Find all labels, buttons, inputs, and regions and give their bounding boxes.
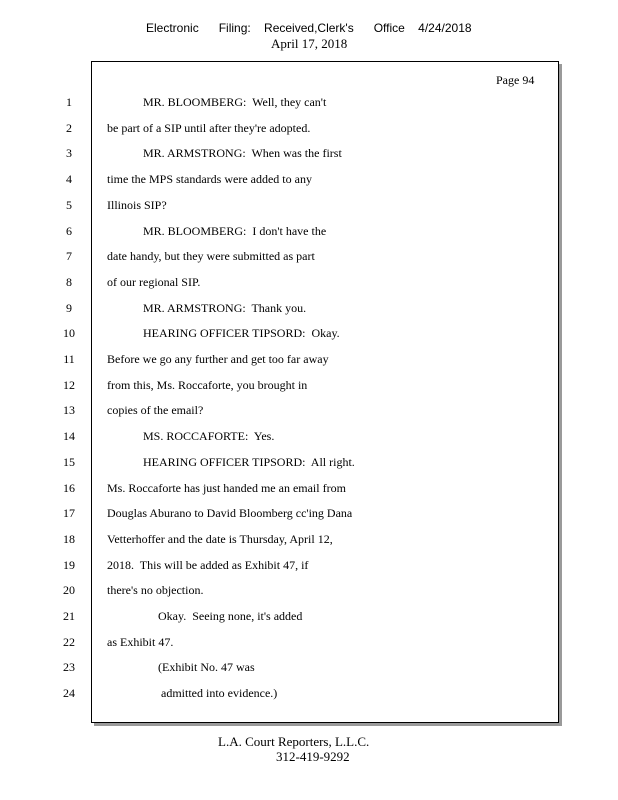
reporter-phone: 312-419-9292 bbox=[276, 749, 350, 764]
transcript-line-text: time the MPS standards were added to any bbox=[107, 172, 312, 187]
transcript-line-text: as Exhibit 47. bbox=[107, 634, 174, 649]
line-number: 15 bbox=[63, 454, 75, 469]
transcript-line-text: (Exhibit No. 47 was bbox=[158, 660, 255, 675]
line-number: 3 bbox=[66, 146, 72, 161]
transcript-line-text: Before we go any further and get too far away bbox=[107, 352, 329, 366]
transcript-line-text: Ms. Roccaforte has just handed me an email from bbox=[107, 480, 346, 495]
transcript-line-text: from this, Ms. Roccaforte, you brought in bbox=[107, 377, 308, 392]
transcript-line-text: be part of a SIP until after they're adopted. bbox=[107, 120, 311, 135]
transcript-line-text: HEARING OFFICER TIPSORD: Okay. bbox=[143, 326, 340, 341]
line-number: 13 bbox=[63, 403, 75, 418]
transcript-line-text: MR. BLOOMBERG: I don't have the bbox=[143, 223, 327, 238]
transcript-line-text: 2018. This will be added as Exhibit 47, if bbox=[107, 557, 309, 572]
line-number: 24 bbox=[63, 686, 75, 701]
line-number: 9 bbox=[66, 300, 72, 315]
line-number: 14 bbox=[63, 429, 75, 444]
hearing-date: April 17, 2018 bbox=[271, 36, 348, 51]
line-number: 22 bbox=[63, 634, 75, 649]
line-number: 4 bbox=[66, 172, 72, 187]
transcript-line-text: MS. ROCCAFORTE: Yes. bbox=[143, 429, 275, 444]
line-number: 10 bbox=[63, 326, 75, 341]
line-number: 21 bbox=[63, 609, 75, 623]
line-number: 11 bbox=[63, 352, 75, 366]
filing-stamp: Electronic Filing: Received,Clerk's Office 4/24/2018 bbox=[146, 21, 472, 35]
transcript-line-text: copies of the email? bbox=[107, 403, 204, 418]
line-number: 19 bbox=[63, 557, 75, 572]
line-number: 2 bbox=[66, 120, 72, 135]
reporter-company: L.A. Court Reporters, L.L.C. bbox=[218, 734, 370, 749]
transcript-line-text: Okay. Seeing none, it's added bbox=[158, 609, 303, 623]
line-number: 6 bbox=[66, 223, 72, 238]
line-number: 18 bbox=[63, 531, 75, 546]
transcript-line-text: MR. BLOOMBERG: Well, they can't bbox=[143, 95, 327, 109]
line-number: 17 bbox=[63, 506, 75, 521]
transcript-line-text: Vetterhoffer and the date is Thursday, April 12, bbox=[107, 531, 333, 546]
transcript-line-text: HEARING OFFICER TIPSORD: All right. bbox=[143, 454, 355, 469]
line-number: 8 bbox=[66, 274, 72, 289]
page-number: Page 94 bbox=[496, 73, 535, 87]
transcript-line-text: MR. ARMSTRONG: Thank you. bbox=[143, 300, 307, 315]
transcript-line-text: admitted into evidence.) bbox=[161, 686, 278, 701]
transcript-line-text: of our regional SIP. bbox=[107, 274, 201, 289]
line-number: 20 bbox=[63, 583, 75, 598]
line-number: 1 bbox=[66, 95, 72, 109]
transcript-line-text: MR. ARMSTRONG: When was the first bbox=[143, 146, 342, 161]
line-number: 23 bbox=[63, 660, 75, 675]
line-number: 16 bbox=[63, 480, 75, 495]
transcript-line-text: Douglas Aburano to David Bloomberg cc'ing Dana bbox=[107, 506, 353, 521]
line-number: 7 bbox=[66, 249, 72, 264]
line-number: 12 bbox=[63, 377, 75, 392]
line-number: 5 bbox=[66, 197, 72, 212]
transcript-line-text: Illinois SIP? bbox=[107, 197, 167, 212]
transcript-line-text: there's no objection. bbox=[107, 583, 204, 598]
transcript-line-text: date handy, but they were submitted as part bbox=[107, 249, 315, 264]
